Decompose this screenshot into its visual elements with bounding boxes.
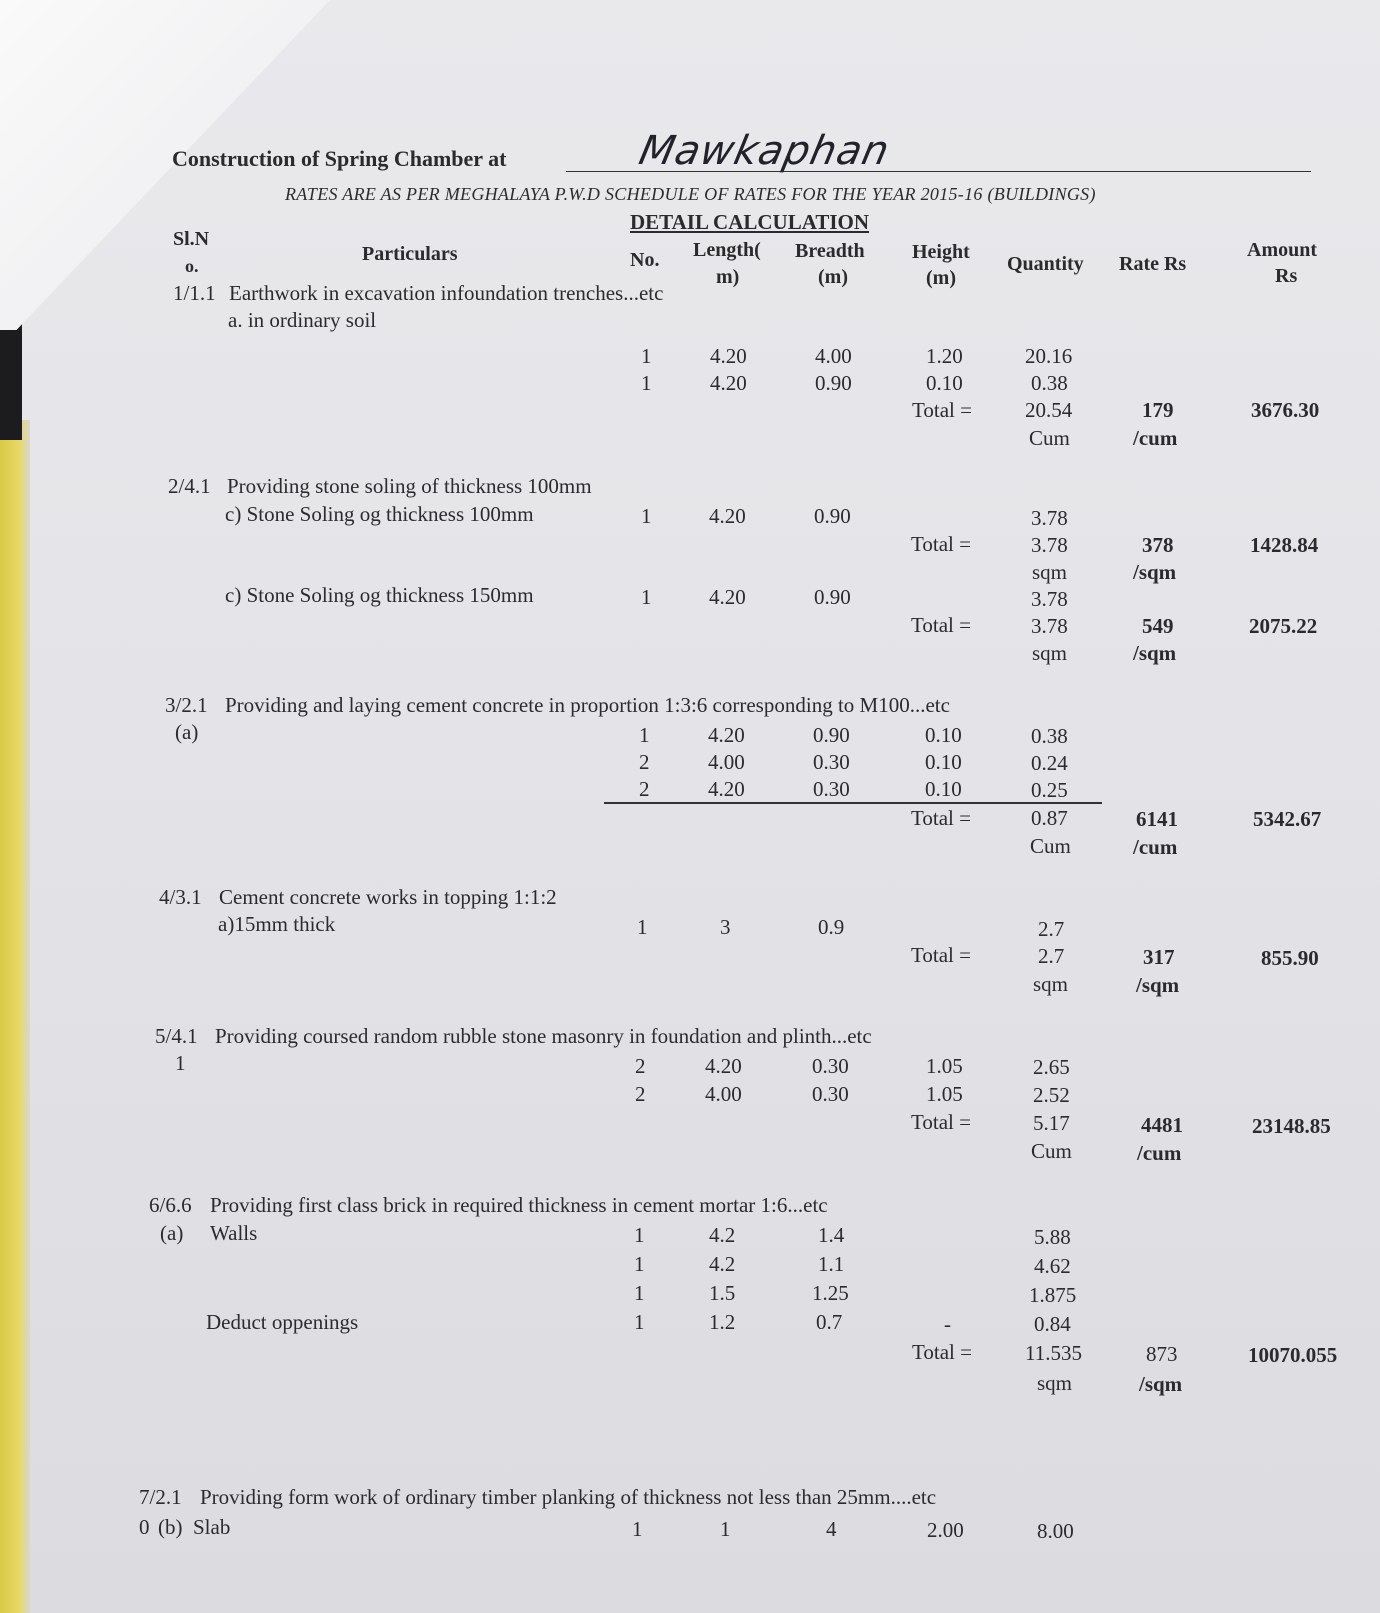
total-unit: sqm — [1033, 972, 1069, 996]
row-height: 1.05 — [926, 1054, 963, 1078]
item-1-desc: Earthwork in excavation infoundation trenches...etc — [229, 281, 664, 305]
col-quantity: Quantity — [1007, 253, 1084, 275]
row-length: 4.20 — [710, 344, 747, 368]
row-length: 3 — [720, 915, 731, 939]
row-quantity: 0.38 — [1031, 724, 1068, 748]
row-length: 4.20 — [708, 777, 745, 801]
item-1-sub: a. in ordinary soil — [228, 308, 377, 332]
item-4-sub: a)15mm thick — [218, 912, 336, 936]
row-breadth: 0.30 — [813, 750, 850, 774]
row-height: 0.10 — [925, 750, 962, 774]
row-no: 1 — [641, 585, 652, 609]
amount-value: 23148.85 — [1252, 1114, 1331, 1138]
row-breadth: 0.9 — [818, 915, 845, 939]
document-title: Construction of Spring Chamber at — [172, 146, 507, 171]
row-breadth: 0.30 — [812, 1054, 849, 1078]
row-breadth: 1.4 — [818, 1223, 845, 1247]
row-no: 1 — [639, 723, 650, 747]
row-breadth: 0.90 — [813, 723, 850, 747]
row-length: 4.20 — [709, 504, 746, 528]
rates-subtitle: RATES ARE AS PER MEGHALAYA P.W.D SCHEDULE OF RATES FOR THE YEAR 2015-16 (BUILDINGS) — [285, 184, 1096, 204]
total-unit: sqm — [1032, 641, 1068, 665]
subtotal-rule — [604, 802, 1102, 804]
row-breadth: 0.30 — [812, 1082, 849, 1106]
rate-unit: /sqm — [1139, 1372, 1183, 1396]
col-particulars: Particulars — [362, 243, 458, 265]
item-7-code2: 0 — [139, 1515, 150, 1539]
col-length-top: Length( — [693, 239, 761, 261]
col-breadth-bottom: (m) — [818, 266, 848, 288]
total-quantity: 3.78 — [1031, 614, 1068, 638]
row-no: 1 — [634, 1281, 645, 1305]
col-length-bottom: m) — [716, 266, 740, 288]
row-breadth: 0.7 — [816, 1310, 843, 1334]
row-breadth: 0.90 — [814, 585, 851, 609]
row-breadth: 0.30 — [813, 777, 850, 801]
row-length: 4.00 — [708, 750, 745, 774]
total-unit: Cum — [1031, 1139, 1072, 1163]
row-quantity: 5.88 — [1034, 1225, 1071, 1249]
item-2-code: 2/4.1 — [168, 474, 211, 498]
rate-value: 6141 — [1136, 807, 1178, 831]
row-length: 4.20 — [708, 723, 745, 747]
amount-value: 3676.30 — [1251, 398, 1320, 422]
item-6-sub-a: (a) — [160, 1221, 184, 1245]
item-6-sub-walls: Walls — [210, 1221, 258, 1245]
total-quantity: 5.17 — [1033, 1111, 1070, 1135]
row-no: 1 — [634, 1223, 645, 1247]
row-height: 0.10 — [925, 723, 962, 747]
row-height: 0.10 — [926, 371, 963, 395]
item-3-code: 3/2.1 — [165, 693, 208, 717]
total-label: Total = — [911, 943, 971, 967]
row-no: 2 — [635, 1054, 646, 1078]
row-no: 2 — [635, 1082, 646, 1106]
row-quantity: 4.62 — [1034, 1254, 1071, 1278]
row-quantity: 20.16 — [1025, 344, 1073, 368]
row-breadth: 0.90 — [815, 371, 852, 395]
total-unit: sqm — [1037, 1371, 1073, 1395]
row-quantity: 0.38 — [1031, 371, 1068, 395]
total-label: Total = — [911, 1110, 971, 1134]
col-no: No. — [630, 249, 660, 271]
row-breadth: 4.00 — [815, 344, 852, 368]
row-quantity: 1.875 — [1029, 1283, 1077, 1307]
col-rate: Rate Rs — [1119, 253, 1187, 275]
row-length: 1.5 — [709, 1281, 736, 1305]
col-amount-bottom: Rs — [1275, 265, 1298, 287]
total-label: Total = — [911, 613, 971, 637]
rate-unit: /sqm — [1133, 560, 1177, 584]
amount-value: 5342.67 — [1253, 807, 1322, 831]
item-4-desc: Cement concrete works in topping 1:1:2 — [219, 885, 557, 909]
row-no: 1 — [637, 915, 648, 939]
location-signature: Mawkaphan — [635, 128, 894, 174]
row-breadth: 1.1 — [818, 1252, 845, 1276]
row-length: 1.2 — [709, 1310, 736, 1334]
item-6-deduct: Deduct oppenings — [206, 1310, 359, 1334]
row-quantity: 2.7 — [1038, 917, 1065, 941]
item-6-desc: Providing first class brick in required thickness in cement mortar 1:6...etc — [210, 1193, 828, 1217]
item-2-sub1: c) Stone Soling og thickness 100mm — [225, 502, 534, 526]
yellow-background-strip — [0, 420, 30, 1613]
item-3-sub: (a) — [175, 720, 199, 744]
total-quantity: 0.87 — [1031, 806, 1068, 830]
row-no: 1 — [632, 1517, 643, 1541]
row-quantity: 0.84 — [1034, 1312, 1071, 1336]
item-5-sub: 1 — [175, 1051, 186, 1075]
total-label: Total = — [912, 1340, 972, 1364]
total-label: Total = — [911, 532, 971, 556]
row-no: 1 — [641, 504, 652, 528]
rate-unit: /sqm — [1136, 973, 1180, 997]
total-unit: sqm — [1032, 560, 1068, 584]
amount-value: 1428.84 — [1250, 533, 1319, 557]
row-quantity: 0.25 — [1031, 778, 1068, 802]
dark-background-strip — [0, 320, 22, 440]
row-quantity: 2.65 — [1033, 1055, 1070, 1079]
row-breadth: 1.25 — [812, 1281, 849, 1305]
row-no: 1 — [641, 344, 652, 368]
item-7-code: 7/2.1 — [139, 1485, 182, 1509]
row-height: - — [944, 1312, 951, 1336]
col-height-top: Height — [912, 241, 970, 263]
total-label: Total = — [911, 806, 971, 830]
total-quantity: 3.78 — [1031, 533, 1068, 557]
rate-unit: /sqm — [1133, 641, 1177, 665]
item-6-code: 6/6.6 — [149, 1193, 192, 1217]
row-no: 2 — [639, 750, 650, 774]
row-quantity: 3.78 — [1031, 506, 1068, 530]
row-quantity: 8.00 — [1037, 1519, 1074, 1543]
item-5-desc: Providing coursed random rubble stone masonry in foundation and plinth...etc — [215, 1024, 872, 1048]
item-2-sub2: c) Stone Soling og thickness 150mm — [225, 583, 534, 607]
col-sl-top: Sl.N — [173, 228, 210, 250]
total-quantity: 11.535 — [1025, 1341, 1082, 1365]
item-7-sub: (b) Slab — [158, 1515, 231, 1539]
total-unit: Cum — [1030, 834, 1071, 858]
col-breadth-top: Breadth — [795, 240, 865, 262]
row-length: 4.20 — [709, 585, 746, 609]
detail-heading: DETAIL CALCULATION — [630, 210, 870, 234]
rate-value: 179 — [1142, 398, 1174, 422]
amount-value: 10070.055 — [1248, 1343, 1338, 1367]
row-no: 1 — [634, 1252, 645, 1276]
row-breadth: 4 — [826, 1517, 837, 1541]
row-length: 1 — [720, 1517, 731, 1541]
rate-unit: /cum — [1133, 426, 1178, 450]
rate-value: 4481 — [1141, 1113, 1183, 1137]
row-no: 2 — [639, 777, 650, 801]
rate-unit: /cum — [1137, 1141, 1182, 1165]
row-quantity: 0.24 — [1031, 751, 1068, 775]
rate-value: 378 — [1142, 533, 1174, 557]
row-length: 4.20 — [710, 371, 747, 395]
amount-value: 855.90 — [1261, 946, 1319, 970]
row-height: 1.05 — [926, 1082, 963, 1106]
item-4-code: 4/3.1 — [159, 885, 202, 909]
row-height: 0.10 — [925, 777, 962, 801]
total-quantity: 20.54 — [1025, 398, 1073, 422]
row-length: 4.2 — [709, 1223, 736, 1247]
item-5-code: 5/4.1 — [155, 1024, 198, 1048]
item-1-code: 1/1.1 — [173, 281, 216, 305]
row-breadth: 0.90 — [814, 504, 851, 528]
rate-unit: /cum — [1133, 835, 1178, 859]
total-label: Total = — [912, 398, 972, 422]
col-amount-top: Amount — [1247, 239, 1318, 261]
col-sl-bottom: o. — [185, 256, 199, 276]
total-unit: Cum — [1029, 426, 1070, 450]
item-3-desc: Providing and laying cement concrete in proportion 1:3:6 corresponding to M100...etc — [225, 693, 950, 717]
col-height-bottom: (m) — [926, 267, 956, 289]
item-7-desc: Providing form work of ordinary timber planking of thickness not less than 25mm....etc — [200, 1485, 937, 1509]
row-length: 4.2 — [709, 1252, 736, 1276]
row-quantity: 3.78 — [1031, 587, 1068, 611]
amount-value: 2075.22 — [1249, 614, 1318, 638]
total-quantity: 2.7 — [1038, 944, 1065, 968]
rate-value: 317 — [1143, 945, 1175, 969]
row-height: 1.20 — [926, 344, 963, 368]
row-no: 1 — [634, 1310, 645, 1334]
row-length: 4.20 — [705, 1054, 742, 1078]
row-height: 2.00 — [927, 1518, 964, 1542]
item-2-desc: Providing stone soling of thickness 100mm — [227, 474, 592, 498]
row-no: 1 — [641, 371, 652, 395]
row-length: 4.00 — [705, 1082, 742, 1106]
row-quantity: 2.52 — [1033, 1083, 1070, 1107]
rate-value: 873 — [1146, 1342, 1178, 1366]
rate-value: 549 — [1142, 614, 1174, 638]
